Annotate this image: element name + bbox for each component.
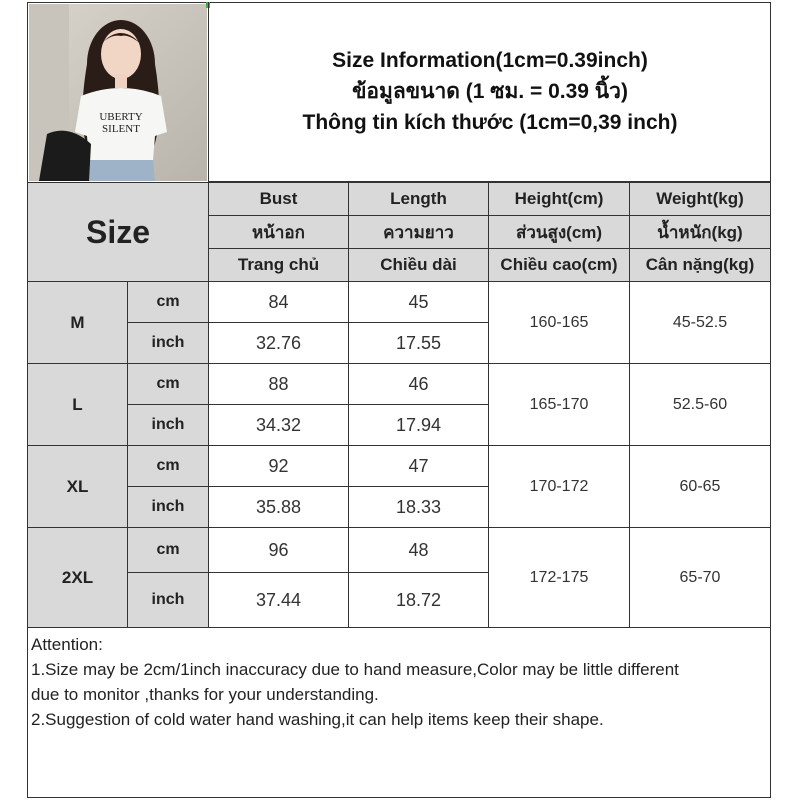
height-range: 165-170 — [489, 364, 630, 446]
unit-cm: cm — [128, 364, 209, 405]
table-row — [28, 364, 771, 405]
col-weight-vi: Cân nặng(kg) — [630, 249, 771, 282]
shirt-print-1: UBERTY — [99, 111, 143, 123]
length-cm: 47 — [349, 446, 489, 487]
col-length-en: Length — [349, 183, 489, 216]
height-range: 160-165 — [489, 282, 630, 364]
size-label: XL — [28, 446, 128, 528]
header-line-vi: Thông tin kích thước (1cm=0,39 inch) — [302, 111, 678, 134]
col-weight-th: น้ำหนัก(kg) — [630, 216, 771, 249]
size-table — [27, 182, 771, 628]
weight-range: 45-52.5 — [630, 282, 771, 364]
length-inch: 18.33 — [349, 487, 489, 528]
bust-cm: 84 — [209, 282, 349, 323]
header-line-th: ข้อมูลขนาด (1 ซม. = 0.39 นิ้ว) — [352, 80, 628, 103]
product-photo — [29, 4, 207, 181]
model-image — [29, 4, 207, 181]
length-inch: 17.55 — [349, 323, 489, 364]
table-row — [28, 282, 771, 323]
header-row-en — [28, 183, 771, 216]
weight-range: 60-65 — [630, 446, 771, 528]
bust-cm: 96 — [209, 528, 349, 573]
unit-inch: inch — [128, 487, 209, 528]
length-cm: 45 — [349, 282, 489, 323]
col-bust-vi: Trang chủ — [209, 249, 349, 282]
length-cm: 48 — [349, 528, 489, 573]
unit-inch: inch — [128, 323, 209, 364]
size-label: L — [28, 364, 128, 446]
col-height-vi: Chiều cao(cm) — [489, 249, 630, 282]
bust-cm: 92 — [209, 446, 349, 487]
weight-range: 52.5-60 — [630, 364, 771, 446]
height-range: 172-175 — [489, 528, 630, 628]
length-cm: 46 — [349, 364, 489, 405]
note-line-3: 2.Suggestion of cold water hand washing,it can help items keep their shape. — [31, 710, 604, 729]
unit-inch: inch — [128, 405, 209, 446]
bust-inch: 35.88 — [209, 487, 349, 528]
unit-cm: cm — [128, 282, 209, 323]
table-row — [28, 528, 771, 573]
col-length-vi: Chiều dài — [349, 249, 489, 282]
note-line-2: due to monitor ,thanks for your understanding. — [31, 685, 379, 704]
attention-notes — [28, 632, 770, 732]
notes-title: Attention: — [31, 635, 103, 654]
bust-inch: 32.76 — [209, 323, 349, 364]
bust-inch: 37.44 — [209, 573, 349, 628]
col-bust-en: Bust — [209, 183, 349, 216]
col-length-th: ความยาว — [349, 216, 489, 249]
length-inch: 17.94 — [349, 405, 489, 446]
size-info-header — [208, 2, 771, 182]
col-weight-en: Weight(kg) — [630, 183, 771, 216]
col-bust-th: หน้าอก — [209, 216, 349, 249]
header-line-en: Size Information(1cm=0.39inch) — [332, 49, 648, 72]
bust-cm: 88 — [209, 364, 349, 405]
col-height-en: Height(cm) — [489, 183, 630, 216]
bust-inch: 34.32 — [209, 405, 349, 446]
weight-range: 65-70 — [630, 528, 771, 628]
unit-inch: inch — [128, 573, 209, 628]
height-range: 170-172 — [489, 446, 630, 528]
size-label: M — [28, 282, 128, 364]
unit-cm: cm — [128, 446, 209, 487]
size-header: Size — [28, 183, 209, 282]
unit-cm: cm — [128, 528, 209, 573]
length-inch: 18.72 — [349, 573, 489, 628]
shirt-print-2: SILENT — [102, 123, 140, 135]
table-row — [28, 446, 771, 487]
col-height-th: ส่วนสูง(cm) — [489, 216, 630, 249]
note-line-1: 1.Size may be 2cm/1inch inaccuracy due to hand measure,Color may be little different — [31, 660, 679, 679]
size-label: 2XL — [28, 528, 128, 628]
